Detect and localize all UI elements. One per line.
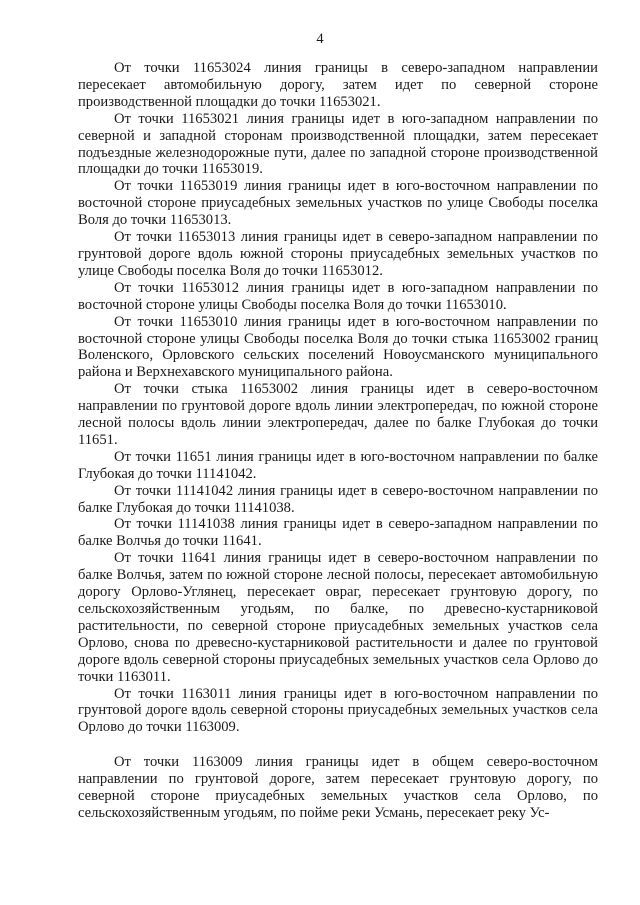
paragraph: От точки 11653012 линия границы идет в юго-западном направлении по восточной стороне улицы Свободы поселка Воля до точки 11653010. xyxy=(78,279,598,313)
paragraph: От точки 11653010 линия границы идет в юго-восточном направлении по восточной стороне улицы Свободы поселка Воля до точки стыка 11653002 границ Воленского, Орловского сельских поселений Новоусманского муниципального района и Верхнехавского муниципального района. xyxy=(78,313,598,381)
boundary-description-text xyxy=(78,60,598,822)
paragraph: От точки 11653013 линия границы идет в северо-западном направлении по грунтовой дороге вдоль южной стороны приусадебных земельных участков по улице Свободы поселка Воля до точки 11653012. xyxy=(78,229,598,279)
paragraph: От точки 1163009 линия границы идет в общем северо-восточном направлении по грунтовой дороге, затем пересекает грунтовую дорогу, по северной стороне приусадебных земельных участков села Орлово, по сельскохозяйственным угодьям, по пойме реки Усмань, пересекает реку Ус- xyxy=(78,754,598,821)
paragraph: От точки 11141042 линия границы идет в северо-восточном направлении по балке Глубокая до точки 11141038. xyxy=(78,482,598,516)
paragraph: От точки 11641 линия границы идет в северо-восточном направлении по балке Волчья, затем по южной стороне лесной полосы, пересекает автомобильную дорогу Орлово-Углянец, пересекает овраг, пересекает грунтовую дорогу, по сельскохозяйственным угодьям, по балке, по древесно-кустарниковой растительности, по северной стороне приусадебных земельных участков села Орлово, снова по древесно-кустарниковой растительности и далее по грунтовой дороге вдоль северной стороны приусадебных земельных участков села Орлово до точки 1163011. xyxy=(78,550,598,685)
paragraph: От точки 11651 линия границы идет в юго-восточном направлении по балке Глубокая до точки 11141042. xyxy=(78,448,598,482)
paragraph: От точки стыка 11653002 линия границы идет в северо-восточном направлении по грунтовой дороге вдоль линии электропередач, по южной стороне лесной полосы вдоль линии электропередач, далее по балке Глубокая до точки 11651. xyxy=(78,381,598,448)
paragraph: От точки 11141038 линия границы идет в северо-западном направлении по балке Волчья до точки 11641. xyxy=(78,516,598,550)
paragraph: От точки 11653019 линия границы идет в юго-восточном направлении по восточной стороне приусадебных земельных участков по улице Свободы поселка Воля до точки 11653013. xyxy=(78,178,598,229)
paragraph: От точки 11653024 линия границы в северо-западном направлении пересекает автомобильную дорогу, затем идет по северной стороне производственной площадки до точки 11653021. xyxy=(78,60,598,110)
page-number: 4 xyxy=(316,31,324,47)
paragraph: От точки 1163011 линия границы идет в юго-восточном направлении по грунтовой дороге вдоль северной стороны приусадебных земельных участков села Орлово до точки 1163009. xyxy=(78,685,598,736)
paragraph: От точки 11653021 линия границы идет в юго-западном направлении по северной и западной сторонам производственной площадки, затем пересекает подъездные железнодорожные пути, далее по западной стороне производственной площадки до точки 11653019. xyxy=(78,110,598,178)
